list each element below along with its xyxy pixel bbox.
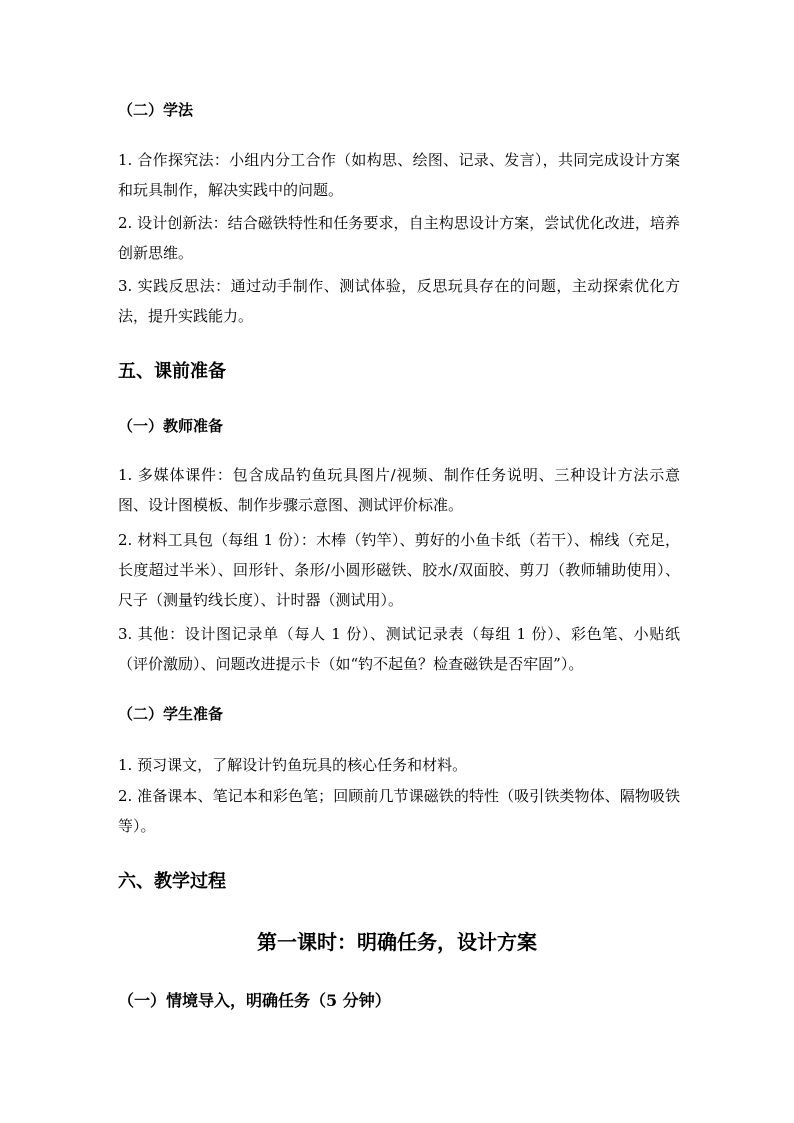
subsection-heading-teacher: （一）教师准备 <box>118 417 224 435</box>
lesson-title: 第一课时：明确任务，设计方案 <box>257 930 537 954</box>
section-heading-teaching-process: 六、教学过程 <box>118 871 226 892</box>
study-method-item-1: 1. 合作探究法：小组内分工合作（如构思、绘图、记录、发言），共同完成设计方案和玩具制作，解决实践中的问题。 <box>118 151 680 199</box>
study-method-item-2: 2. 设计创新法：结合磁铁特性和任务要求，自主构思设计方案，尝试优化改进，培养创新思维。 <box>118 214 680 262</box>
section-heading-study-methods: （二）学法 <box>118 101 194 119</box>
subsection-heading-intro: （一）情境导入，明确任务（5 分钟） <box>118 991 391 1010</box>
subsection-heading-student: （二）学生准备 <box>118 705 224 723</box>
section-heading-preparation: 五、课前准备 <box>118 361 226 382</box>
teacher-prep-item-3: 3. 其他：设计图记录单（每人 1 份）、测试记录表（每组 1 份）、彩色笔、小贴纸（评价激励）、问题改进提示卡（如“钓不起鱼？检查磁铁是否牢固”）。 <box>118 625 680 673</box>
student-prep-item-1: 1. 预习课文，了解设计钓鱼玩具的核心任务和材料。 <box>118 756 468 774</box>
teacher-prep-item-2: 2. 材料工具包（每组 1 份）：木棒（钓竿）、剪好的小鱼卡纸（若干）、棉线（充足，长度超过半米）、回形针、条形/小圆形磁铁、胶水/双面胶、剪刀（教师辅助使用）、尺子（测量钓线长度）、计时器（测试用）。 <box>118 531 680 609</box>
teacher-prep-item-1: 1. 多媒体课件：包含成品钓鱼玩具图片/视频、制作任务说明、三种设计方法示意图、设计图模板、制作步骤示意图、测试评价标准。 <box>118 466 680 514</box>
study-method-item-3: 3. 实践反思法：通过动手制作、测试体验，反思玩具存在的问题，主动探索优化方法，提升实践能力。 <box>118 277 680 325</box>
student-prep-item-2: 2. 准备课本、笔记本和彩色笔；回顾前几节课磁铁的特性（吸引铁类物体、隔物吸铁等）。 <box>118 787 680 835</box>
